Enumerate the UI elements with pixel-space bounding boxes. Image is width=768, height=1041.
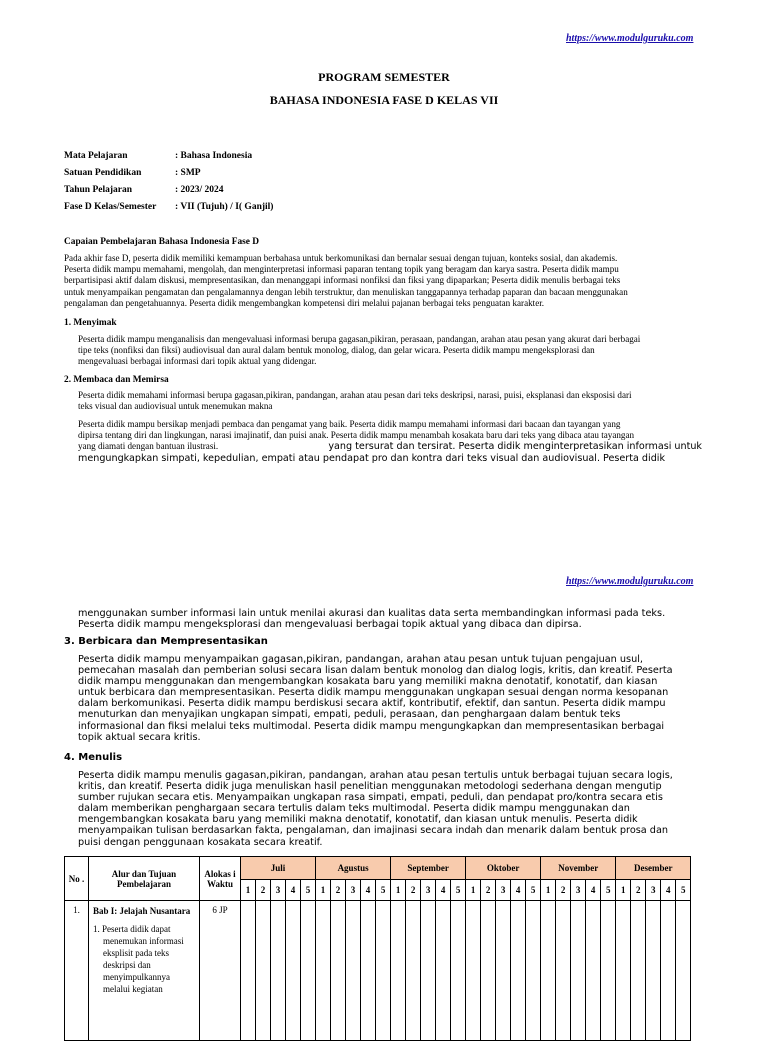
week-header: 3 [271,880,286,901]
week-cell [301,901,316,1041]
section-text-berbicara [78,654,702,743]
meta-block [64,151,464,219]
week-cell [661,901,676,1041]
meta-label: Satuan Pendidikan [64,168,142,178]
week-header: 5 [376,880,391,901]
week-header: 1 [241,880,256,901]
week-cell [466,901,481,1041]
week-header: 1 [541,880,556,901]
text-line-tail: yang tersurat dan tersirat. Peserta didik menginterpretasikan informasi untuk [328,441,702,453]
meta-label: Mata Pelajaran [64,151,128,161]
week-header: 2 [406,880,421,901]
week-header: 3 [571,880,586,901]
text-line: Peserta didik mampu memahami, mengolah, dan menginterpretasi informasi paparan tentang topik yang beragam dan karya sastra. Peserta didik mampu [64,264,619,275]
week-header: 3 [646,880,661,901]
week-cell [391,901,406,1041]
week-header: 4 [361,880,376,901]
text-line: Peserta didik mampu menganalisis dan mengevaluasi informasi berupa gagasan,pikiran, perasaan, pandangan, arahan atau pesan yang akurat dari berbagai [78,334,641,344]
week-cell [586,901,601,1041]
meta-value: : VII (Tujuh) / I( Ganjil) [175,202,274,212]
section-heading-menyimak: 1. Menyimak [64,318,117,328]
week-cell [241,901,256,1041]
week-cell [496,901,511,1041]
row-no: 1. [65,901,89,1041]
week-header: 1 [391,880,406,901]
meta-row [64,151,464,168]
text-line: tipe teks (nonfiksi dan fiksi) audiovisual dan aural dalam bentuk monolog, dialog, dan gelar wicara. Peserta didik mampu mengeksplorasi dan [78,345,595,356]
col-no-header: No . [65,857,89,901]
text-line-lead: yang diamati dengan bantuan ilustrasi. [78,441,219,452]
text-line: sumber rujukan secara etis. Menyampaikan ungkapan rasa simpati, empati, peduli, dan pendapat pro/kontra secara etis [78,792,663,804]
week-header: 4 [586,880,601,901]
text-line: pengalaman dan pengetahuannya. Peserta didik mengembangkan kompetensi diri melalui pajanan berbagai teks penguatan karakter. [64,297,545,308]
section-text-menyimak [78,334,702,368]
week-cell [481,901,496,1041]
week-cell [361,901,376,1041]
week-cell [526,901,541,1041]
text-line: puisi dengan penggunaan kosakata secara kreatif. [78,836,323,848]
text-line: menyampaikan tulisan berdasarkan fakta, pengalaman, dan imajinasi secara indah dan menarik dalam bentuk prosa dan [78,825,669,837]
doc-title: PROGRAM SEMESTER [318,70,450,84]
text-line: mengungkapkan simpati, kepedulian, empati atau pendapat pro dan kontra dari teks visual dan audiovisual. Peserta didik [78,452,666,464]
week-cell [451,901,466,1041]
text-line: Peserta didik memahami informasi berupa gagasan,pikiran, pandangan, arahan atau pesan dari teks deskripsi, narasi, puisi, eksplanasi dan eksposisi dari [78,390,632,400]
week-cell [436,901,451,1041]
week-cell [376,901,391,1041]
section-heading-menulis: 4. Menulis [64,752,123,763]
text-line: dalam berkomunikasi. Peserta didik mampu berdiskusi secara aktif, kontributif, efektif, dan santun. Peserta didik mampu [78,698,666,710]
section-heading-berbicara: 3. Berbicara dan Mempresentasikan [64,636,268,647]
week-cell [616,901,631,1041]
week-cell [421,901,436,1041]
text-line: menuturkan dan menyajikan ungkapan simpati, empati, peduli, perasaan, dan penghargaan dalam bentuk teks [78,709,621,721]
week-cell [541,901,556,1041]
week-cell [556,901,571,1041]
meta-value: : 2023/ 2024 [175,185,224,195]
table-header-row [65,857,691,880]
cp-intro [64,253,704,309]
month-header: Oktober [466,857,541,880]
week-header: 5 [526,880,541,901]
meta-label: Fase D Kelas/Semester [64,202,157,212]
text-line: berpartisipasi aktif dalam diskusi, mempresentasikan, dan menanggapi informasi nonfiksi dan fiksi yang dipaparkan; Peserta didik menulis berbagai teks [64,275,621,286]
text-line: Pada akhir fase D, peserta didik memiliki kemampuan berbahasa untuk berkomunikasi dan bernalar sesuai dengan tujuan, konteks sosial, dan akademis. [64,253,618,263]
text-line: menggunakan sumber informasi lain untuk menilai akurasi dan kualitas data serta membandingkan informasi pada teks. [78,608,666,619]
week-cell [271,901,286,1041]
text-line: teks visual dan audiovisual untuk menemukan makna [78,401,273,412]
text-line: Peserta didik mampu menulis gagasan,pikiran, pandangan, arahan atau pesan tertulis untuk berbagai tujuan secara logis, [78,770,673,781]
week-header: 2 [481,880,496,901]
week-header: 1 [616,880,631,901]
text-line: mengembangkan kosakata baru yang memiliki makna denotatif, konotatif, dan kiasan untuk menulis. Peserta didik [78,814,638,826]
week-cell [346,901,361,1041]
week-header: 5 [601,880,616,901]
col-alokasi-header: Alokas i Waktu [200,857,241,901]
week-header: 2 [331,880,346,901]
meta-value: : SMP [175,168,201,178]
section-text-membaca-a [78,390,702,412]
cp-heading: Capaian Pembelajaran Bahasa Indonesia Fase D [64,237,260,247]
week-header: 2 [256,880,271,901]
week-header: 3 [421,880,436,901]
week-header: 5 [676,880,691,901]
row-item-text: 1. Peserta didik dapat menemukan informasi eksplisit pada teks deskripsi dan menyimpulkannya melalui kegiatan [93,924,184,994]
week-header: 4 [661,880,676,901]
week-header: 2 [556,880,571,901]
text-line: topik aktual secara kritis. [78,731,201,743]
row-bab-title: Bab I: Jelajah Nusantara [93,906,191,916]
meta-row [64,185,464,202]
meta-row [64,202,464,219]
text-line: pemecahan masalah dan pemberian solusi secara lisan dalam bentuk monolog dan dialog logis, kritis, dan kreatif. Peserta [78,665,673,677]
text-line: informasional dan fiksi melalui teks multimodal. Peserta didik mampu mengungkapkan dan mempresentasikan berbagai [78,720,665,732]
text-line: Peserta didik mampu menyampaikan gagasan,pikiran, pandangan, arahan atau pesan untuk tujuan pengajuan usul, [78,654,644,665]
week-cell [511,901,526,1041]
text-line: untuk berbicara dan mempresentasikan. Peserta didik mampu menggunakan ungkapan sesuai dengan norma kesopanan [78,687,669,699]
week-cell [571,901,586,1041]
section-text-membaca-b [78,419,702,464]
page2-continuation [78,608,702,630]
month-header: November [541,857,616,880]
text-line [78,441,702,452]
text-line: didik mampu menggunakan dan mengembangkan kosakata baru yang memiliki makna denotatif, konotatif, dan kiasan [78,676,658,688]
header-link[interactable]: https://www.modulguruku.com [566,33,694,44]
week-cell [631,901,646,1041]
month-header: Juli [241,857,316,880]
week-header: 5 [451,880,466,901]
week-header: 1 [466,880,481,901]
week-header: 2 [631,880,646,901]
week-cell [286,901,301,1041]
text-line: kritis, dan kreatif. Peserta didik juga menuliskan hasil penelitian menggunakan metodologi sederhana dengan mengutip [78,781,662,793]
row-alur-cell [89,901,200,1041]
week-cell [256,901,271,1041]
week-header: 4 [286,880,301,901]
text-line: untuk menyampaikan pengamatan dan pengalamannya dengan lebih terstruktur, dan menuliskan tanggapannya terhadap paparan dan bacaan menggunakan [64,286,628,297]
text-line: dipirsa tentang diri dan lingkungan, narasi imajinatif, dan puisi anak. Peserta didik mampu menambah kosakata baru dari teks yang dibaca atau tayangan [78,430,635,441]
month-header: Agustus [316,857,391,880]
week-header: 3 [346,880,361,901]
week-header: 5 [301,880,316,901]
text-line: dalam memberikan penghargaan secara tertulis dalam teks multimodal. Peserta didik mampu menggunakan dan [78,803,630,815]
row-alokasi: 6 JP [200,901,241,1041]
week-cell [331,901,346,1041]
week-header: 1 [316,880,331,901]
week-header: 3 [496,880,511,901]
semester-plan-table [64,856,691,1041]
text-line: Peserta didik mampu mengeksplorasi dan mengevaluasi berbagai topik aktual yang dibaca dan dipirsa. [78,619,582,631]
table-row [65,901,691,1041]
meta-row [64,168,464,185]
week-cell [646,901,661,1041]
meta-value: : Bahasa Indonesia [175,151,253,161]
section-heading-membaca: 2. Membaca dan Memirsa [64,375,169,385]
text-line: Peserta didik mampu bersikap menjadi pembaca dan pengamat yang baik. Peserta didik mampu memahami informasi dari bacaan dan tayangan yang [78,419,621,429]
text-line: mengevaluasi berbagai informasi dari topik aktual yang didengar. [78,356,317,367]
week-header: 4 [511,880,526,901]
week-cell [316,901,331,1041]
week-cell [676,901,691,1041]
month-header: Desember [616,857,691,880]
week-cell [406,901,421,1041]
week-cell [601,901,616,1041]
meta-label: Tahun Pelajaran [64,185,133,195]
col-alur-header: Alur dan Tujuan Pembelajaran [89,857,200,901]
month-header: September [391,857,466,880]
section-text-menulis [78,770,702,848]
page2-header-link[interactable]: https://www.modulguruku.com [566,576,694,587]
week-header: 4 [436,880,451,901]
doc-subtitle: BAHASA INDONESIA FASE D KELAS VII [269,93,499,107]
